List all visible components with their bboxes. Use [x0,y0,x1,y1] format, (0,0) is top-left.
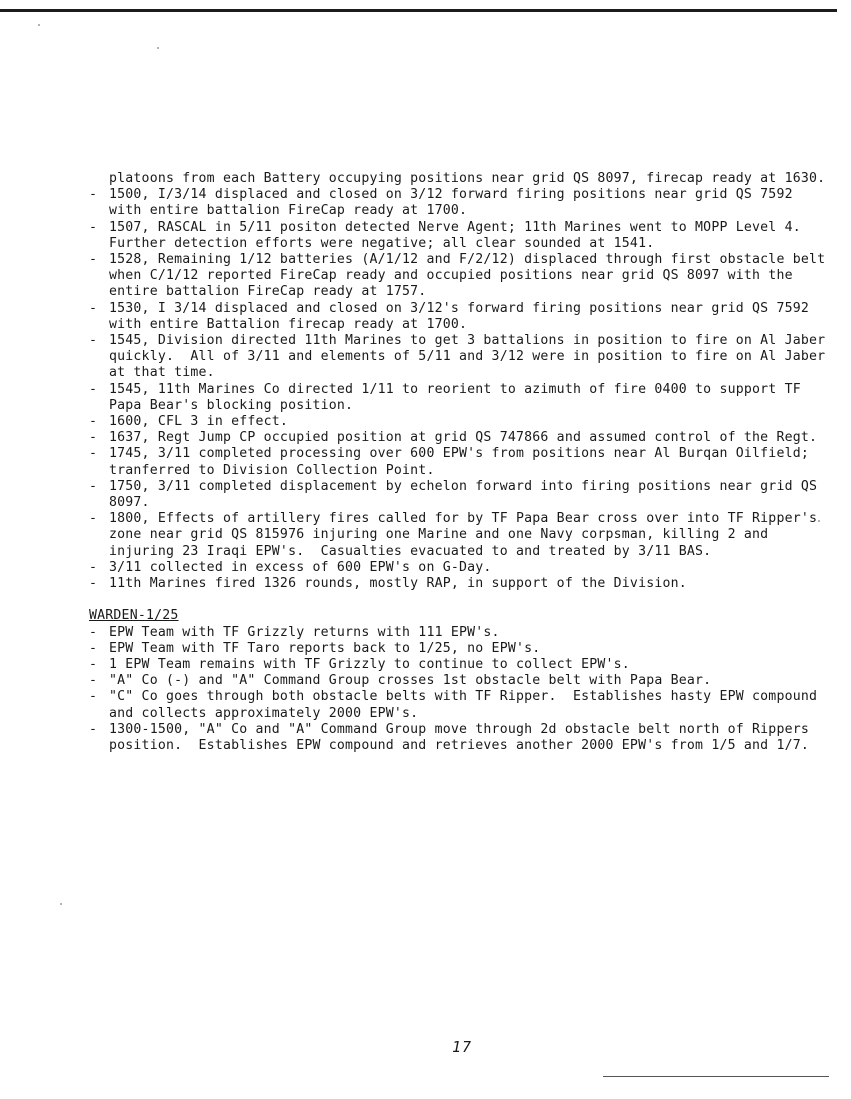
scan-speck [157,47,159,49]
list-item: - 1745, 3/11 completed processing over 600 EPW's from positions near Al Burqan Oilfield; tranferred to Division Collection Point. [89,446,829,478]
list-item: - 1528, Remaining 1/12 batteries (A/1/12 and F/2/12) displaced through first obstacle belt when C/1/12 reported FireCap ready and occupied positions near grid QS 8097 with the entire battalion FireCap ready at 1757. [89,252,829,301]
list-item: - 1600, CFL 3 in effect. [89,414,829,430]
list-item: - 1545, 11th Marines Co directed 1/11 to reorient to azimuth of fire 0400 to support TF Papa Bear's blocking position. [89,382,829,414]
section-heading: WARDEN-1/25 [89,608,179,624]
list-item: - 1800, Effects of artillery fires called for by TF Papa Bear cross over into TF Ripper's zone near grid QS 815976 injuring one Marine and one Navy corpsman, killing 2 and injuring 23 Iraqi EPW's. Casualties evacuated to and treated by 3/11 BAS. [89,511,829,560]
document-body [89,171,834,754]
list-item: - 1545, Division directed 11th Marines to get 3 battalions in position to fire on Al Jaber quickly. All of 3/11 and elements of 5/11 and 3/12 were in position to fire on Al Jaber at that time. [89,333,829,382]
list-item: - 11th Marines fired 1326 rounds, mostly RAP, in support of the Division. [89,576,829,592]
list-item: - 1300-1500, "A" Co and "A" Command Group move through 2d obstacle belt north of Rippers position. Establishes EPW compound and retrieves another 2000 EPW's from 1/5 and 1/7. [89,722,829,754]
continuation-text: platoons from each Battery occupying positions near grid QS 8097, firecap ready at 1630. [109,171,826,186]
bottom-rule [603,1076,829,1077]
list-item: - 3/11 collected in excess of 600 EPW's on G-Day. [89,560,829,576]
scan-speck [38,24,40,26]
list-item: - 1750, 3/11 completed displacement by echelon forward into firing positions near grid QS 8097. [89,479,829,511]
list-item: - "C" Co goes through both obstacle belts with TF Ripper. Establishes hasty EPW compound and collects approximately 2000 EPW's. [89,689,829,721]
list-item: - EPW Team with TF Grizzly returns with 111 EPW's. [89,625,829,641]
list-item: - EPW Team with TF Taro reports back to 1/25, no EPW's. [89,641,829,657]
list-item: - "A" Co (-) and "A" Command Group crosses 1st obstacle belt with Papa Bear. [89,673,829,689]
page-number: 17 [452,1038,473,1056]
list-item: - 1500, I/3/14 displaced and closed on 3/12 forward firing positions near grid QS 7592 with entire battalion FireCap ready at 1700. [89,187,829,219]
list-item: - 1 EPW Team remains with TF Grizzly to continue to collect EPW's. [89,657,829,673]
top-rule [0,9,837,12]
list-item: - 1530, I 3/14 displaced and closed on 3/12's forward firing positions near grid QS 7592 with entire Battalion firecap ready at 1700. [89,301,829,333]
scan-speck [60,903,62,905]
list-item: - 1637, Regt Jump CP occupied position at grid QS 747866 and assumed control of the Regt. [89,430,829,446]
list-item: - 1507, RASCAL in 5/11 positon detected Nerve Agent; 11th Marines went to MOPP Level 4. Further detection efforts were negative; all clear sounded at 1541. [89,220,829,252]
